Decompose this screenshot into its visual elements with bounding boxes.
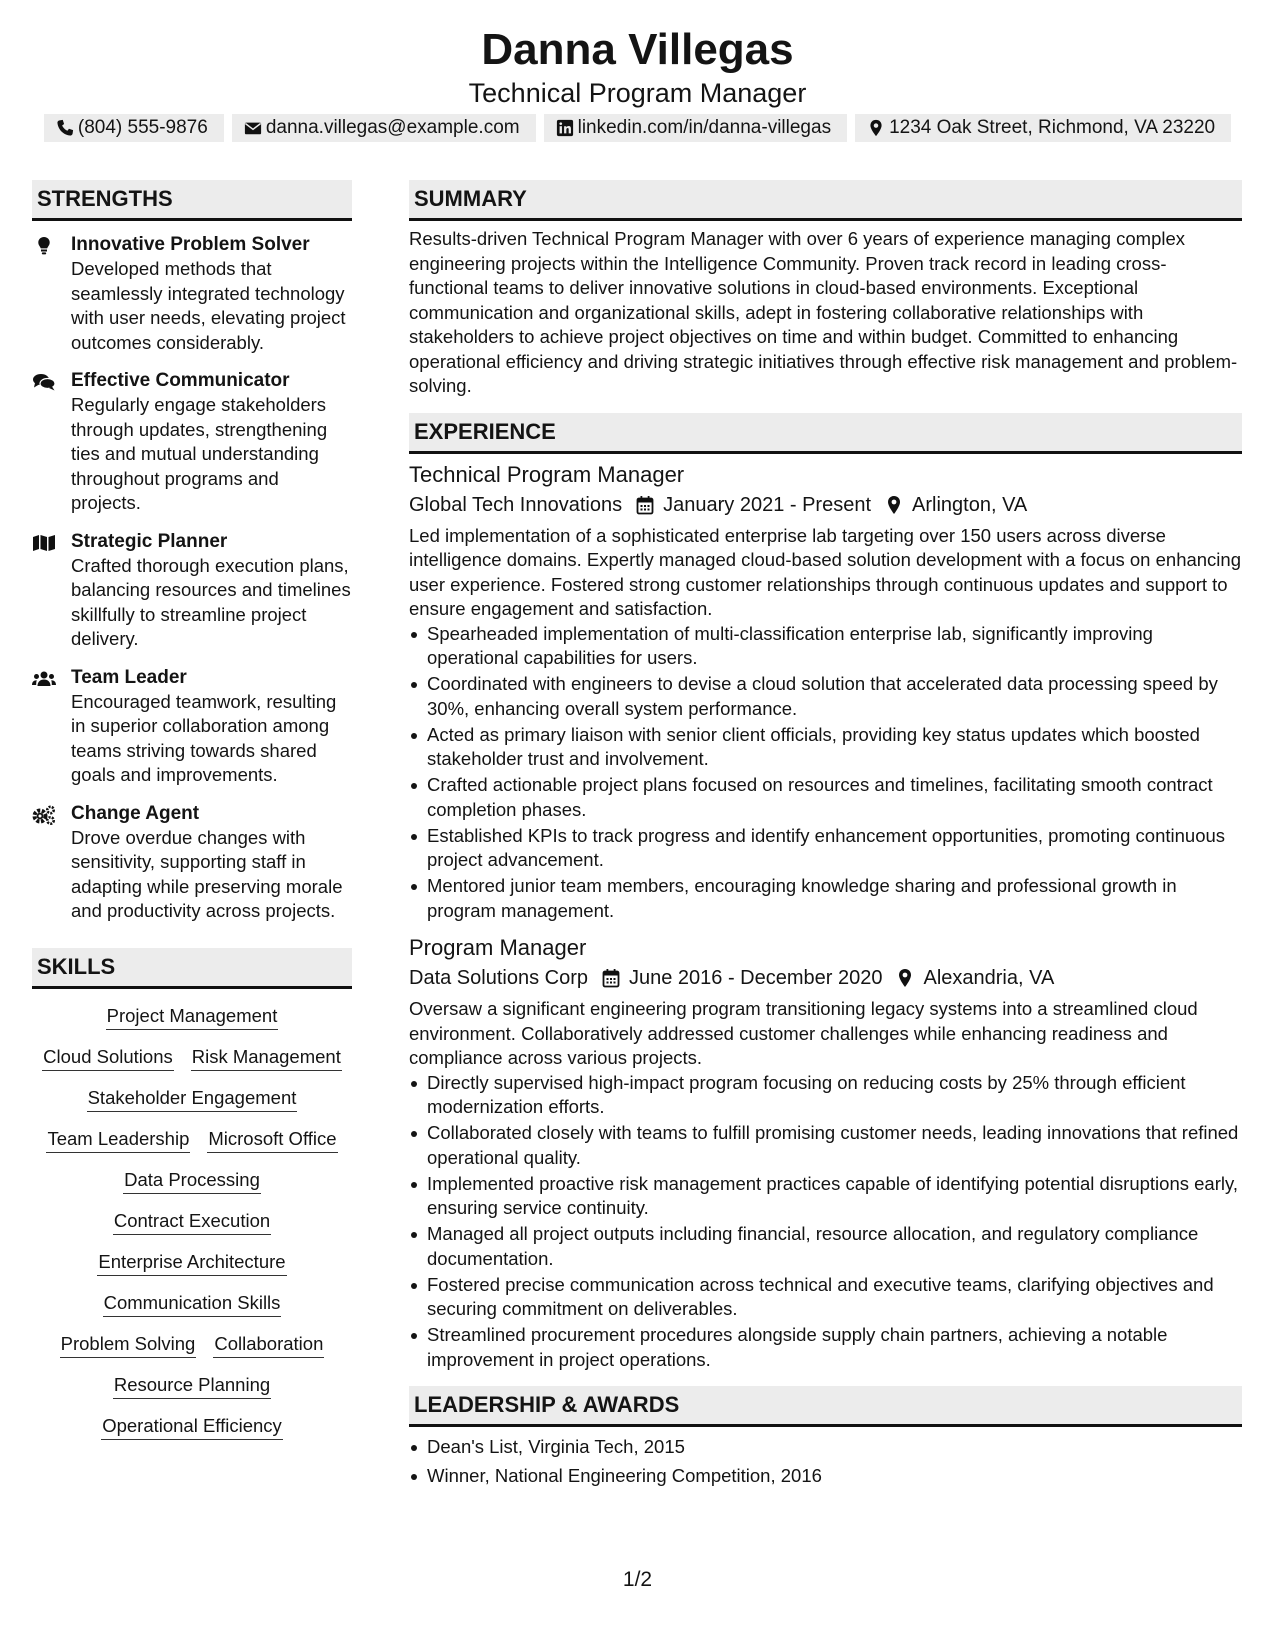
job-meta [409, 490, 1242, 520]
job-location: Alexandria, VA [923, 967, 1055, 989]
strength-description: Drove overdue changes with sensitivity, supporting staff in adapting while preserving morale and productivity across projects. [71, 826, 343, 921]
award-item: Dean's List, Virginia Tech, 2015 [427, 1435, 1242, 1460]
candidate-title: Technical Program Manager [468, 78, 807, 108]
skill-tag: Data Processing [123, 1167, 261, 1194]
contact-phone[interactable] [44, 114, 224, 142]
contact-email[interactable] [232, 114, 536, 142]
contact-address [855, 114, 1231, 142]
strengths-heading: STRENGTHS [32, 180, 352, 221]
job-company: Data Solutions Corp [409, 967, 588, 989]
envelope-icon [244, 119, 262, 137]
job-bullets [409, 622, 1242, 924]
skill-tag: Project Management [106, 1003, 279, 1030]
strength-item [32, 666, 352, 788]
skill-tag: Resource Planning [113, 1372, 271, 1399]
skill-tag: Stakeholder Engagement [87, 1085, 298, 1112]
skills-heading: SKILLS [32, 948, 352, 989]
skills-list [32, 1003, 352, 1440]
job-bullet: Managed all project outputs including financial, resource allocation, and regulatory compliance documentation. [427, 1222, 1242, 1271]
skill-tag: Team Leadership [46, 1126, 190, 1153]
page-number: 1/2 [622, 1568, 653, 1591]
job-location: Arlington, VA [912, 493, 1028, 516]
left-column [32, 180, 352, 1440]
job-bullet: Fostered precise communication across technical and executive teams, clarifying objectives and securing commitment on deliverables. [427, 1273, 1242, 1322]
strength-description: Regularly engage stakeholders through updates, strengthening ties and mutual understanding throughout programs and projects. [71, 394, 328, 513]
candidate-name: Danna Villegas [481, 25, 794, 74]
skill-tag: Risk Management [191, 1044, 342, 1071]
contact-phone-text: (804) 555-9876 [77, 117, 208, 138]
contact-email-text: danna.villegas@example.com [265, 117, 520, 138]
job-entry [409, 933, 1242, 1372]
job-company: Global Tech Innovations [409, 493, 623, 516]
summary-text: Results-driven Technical Program Manager with over 6 years of experience managing complex engineering projects within the Intelligence Community. Proven track record in leading cross-functional teams to deliver innovative solutions in cloud-based environments. Exceptional communication and organizational skills, adept in fostering collaborative relationships with stakeholders to achieve project objectives on time and within budget. Committed to enhancing operational efficiency and driving strategic initiatives through effective risk management and problem-solving. [409, 228, 1238, 396]
linkedin-icon [556, 119, 574, 137]
map-icon [32, 533, 56, 553]
job-bullet: Coordinated with engineers to devise a cloud solution that accelerated data processing speed by 30%, enhancing overall system performance. [427, 672, 1242, 721]
job-title: Program Manager [409, 935, 587, 960]
strength-item [32, 233, 352, 355]
contact-linkedin-text: linkedin.com/in/danna-villegas [577, 117, 832, 138]
job-meta [409, 963, 1242, 993]
gears-icon [32, 805, 56, 825]
map-pin-icon [885, 495, 903, 515]
job-bullet: Directly supervised high-impact program focusing on reducing costs by 25% through efficient modernization efforts. [427, 1071, 1242, 1120]
map-pin-icon [867, 119, 885, 137]
job-bullet: Acted as primary liaison with senior client officials, providing key status updates which boosted stakeholder trust and involvement. [427, 723, 1242, 772]
job-bullet: Streamlined procurement procedures alongside supply chain partners, achieving a notable improvement in project operations. [427, 1323, 1242, 1372]
job-entry [409, 460, 1242, 924]
calendar-icon [636, 495, 654, 515]
skill-tag: Enterprise Architecture [97, 1249, 286, 1276]
job-bullet: Spearheaded implementation of multi-classification enterprise lab, significantly improving operational capabilities for users. [427, 622, 1242, 671]
map-pin-icon [896, 968, 914, 988]
strength-item [32, 530, 352, 652]
strength-title: Innovative Problem Solver [71, 234, 310, 255]
job-bullets [409, 1071, 1242, 1373]
strength-item [32, 369, 352, 516]
users-icon [32, 669, 56, 689]
strength-title: Strategic Planner [71, 530, 228, 552]
experience-heading: EXPERIENCE [409, 413, 1242, 454]
summary-heading: SUMMARY [409, 180, 1242, 221]
calendar-icon [602, 968, 620, 988]
strength-description: Crafted thorough execution plans, balancing resources and timelines skillfully to streamline project delivery. [71, 554, 351, 649]
job-bullet: Established KPIs to track progress and identify enhancement opportunities, promoting continuous project advancement. [427, 824, 1242, 873]
skill-tag: Cloud Solutions [42, 1044, 174, 1071]
job-description: Led implementation of a sophisticated enterprise lab targeting over 150 users across diverse intelligence domains. Expertly managed cloud-based solution development with a focus on enhancing user experience. Fostered strong customer relationships through continuous updates and support to ensure engagement and satisfaction. [409, 524, 1241, 619]
phone-icon [56, 119, 74, 137]
skill-tag: Problem Solving [60, 1331, 197, 1358]
contact-linkedin[interactable] [544, 114, 847, 142]
resume-header [0, 22, 1275, 110]
strengths-list [32, 233, 352, 924]
contact-address-text: 1234 Oak Street, Richmond, VA 23220 [889, 117, 1216, 138]
job-description: Oversaw a significant engineering program transitioning legacy systems into a streamlined cloud environment. Collaboratively addressed customer challenges while enhancing readiness and compliance across various projects. [409, 998, 1198, 1068]
strength-item [32, 802, 352, 924]
awards-heading: LEADERSHIP & AWARDS [409, 1386, 1242, 1427]
strength-title: Change Agent [71, 802, 200, 824]
strength-title: Team Leader [71, 666, 187, 688]
job-title: Technical Program Manager [409, 461, 685, 487]
awards-list [409, 1435, 1242, 1488]
job-bullet: Mentored junior team members, encouraging knowledge sharing and professional growth in program management. [427, 874, 1242, 923]
comments-icon [32, 372, 56, 392]
contact-bar [0, 114, 1275, 142]
award-item: Winner, National Engineering Competition, 2016 [427, 1464, 1242, 1489]
lightbulb-icon [32, 236, 56, 256]
strength-title: Effective Communicator [71, 370, 290, 391]
job-bullet: Collaborated closely with teams to fulfill promising customer needs, leading innovations that refined operational quality. [427, 1121, 1242, 1170]
skill-tag: Communication Skills [103, 1290, 282, 1317]
job-bullet: Implemented proactive risk management practices capable of identifying potential disruptions early, ensuring service continuity. [427, 1172, 1242, 1221]
skill-tag: Collaboration [213, 1331, 324, 1358]
strength-description: Developed methods that seamlessly integrated technology with user needs, elevating project outcomes considerably. [71, 258, 346, 353]
job-bullet: Crafted actionable project plans focused on resources and timelines, facilitating smooth contract completion phases. [427, 773, 1242, 822]
skill-tag: Contract Execution [113, 1208, 271, 1235]
job-dates: June 2016 - December 2020 [628, 967, 883, 989]
skill-tag: Microsoft Office [207, 1126, 337, 1153]
job-dates: January 2021 - Present [663, 493, 872, 516]
strength-description: Encouraged teamwork, resulting in superior collaboration among teams striving towards shared goals and improvements. [71, 690, 337, 785]
skill-tag: Operational Efficiency [101, 1413, 283, 1440]
right-column [409, 180, 1242, 1490]
